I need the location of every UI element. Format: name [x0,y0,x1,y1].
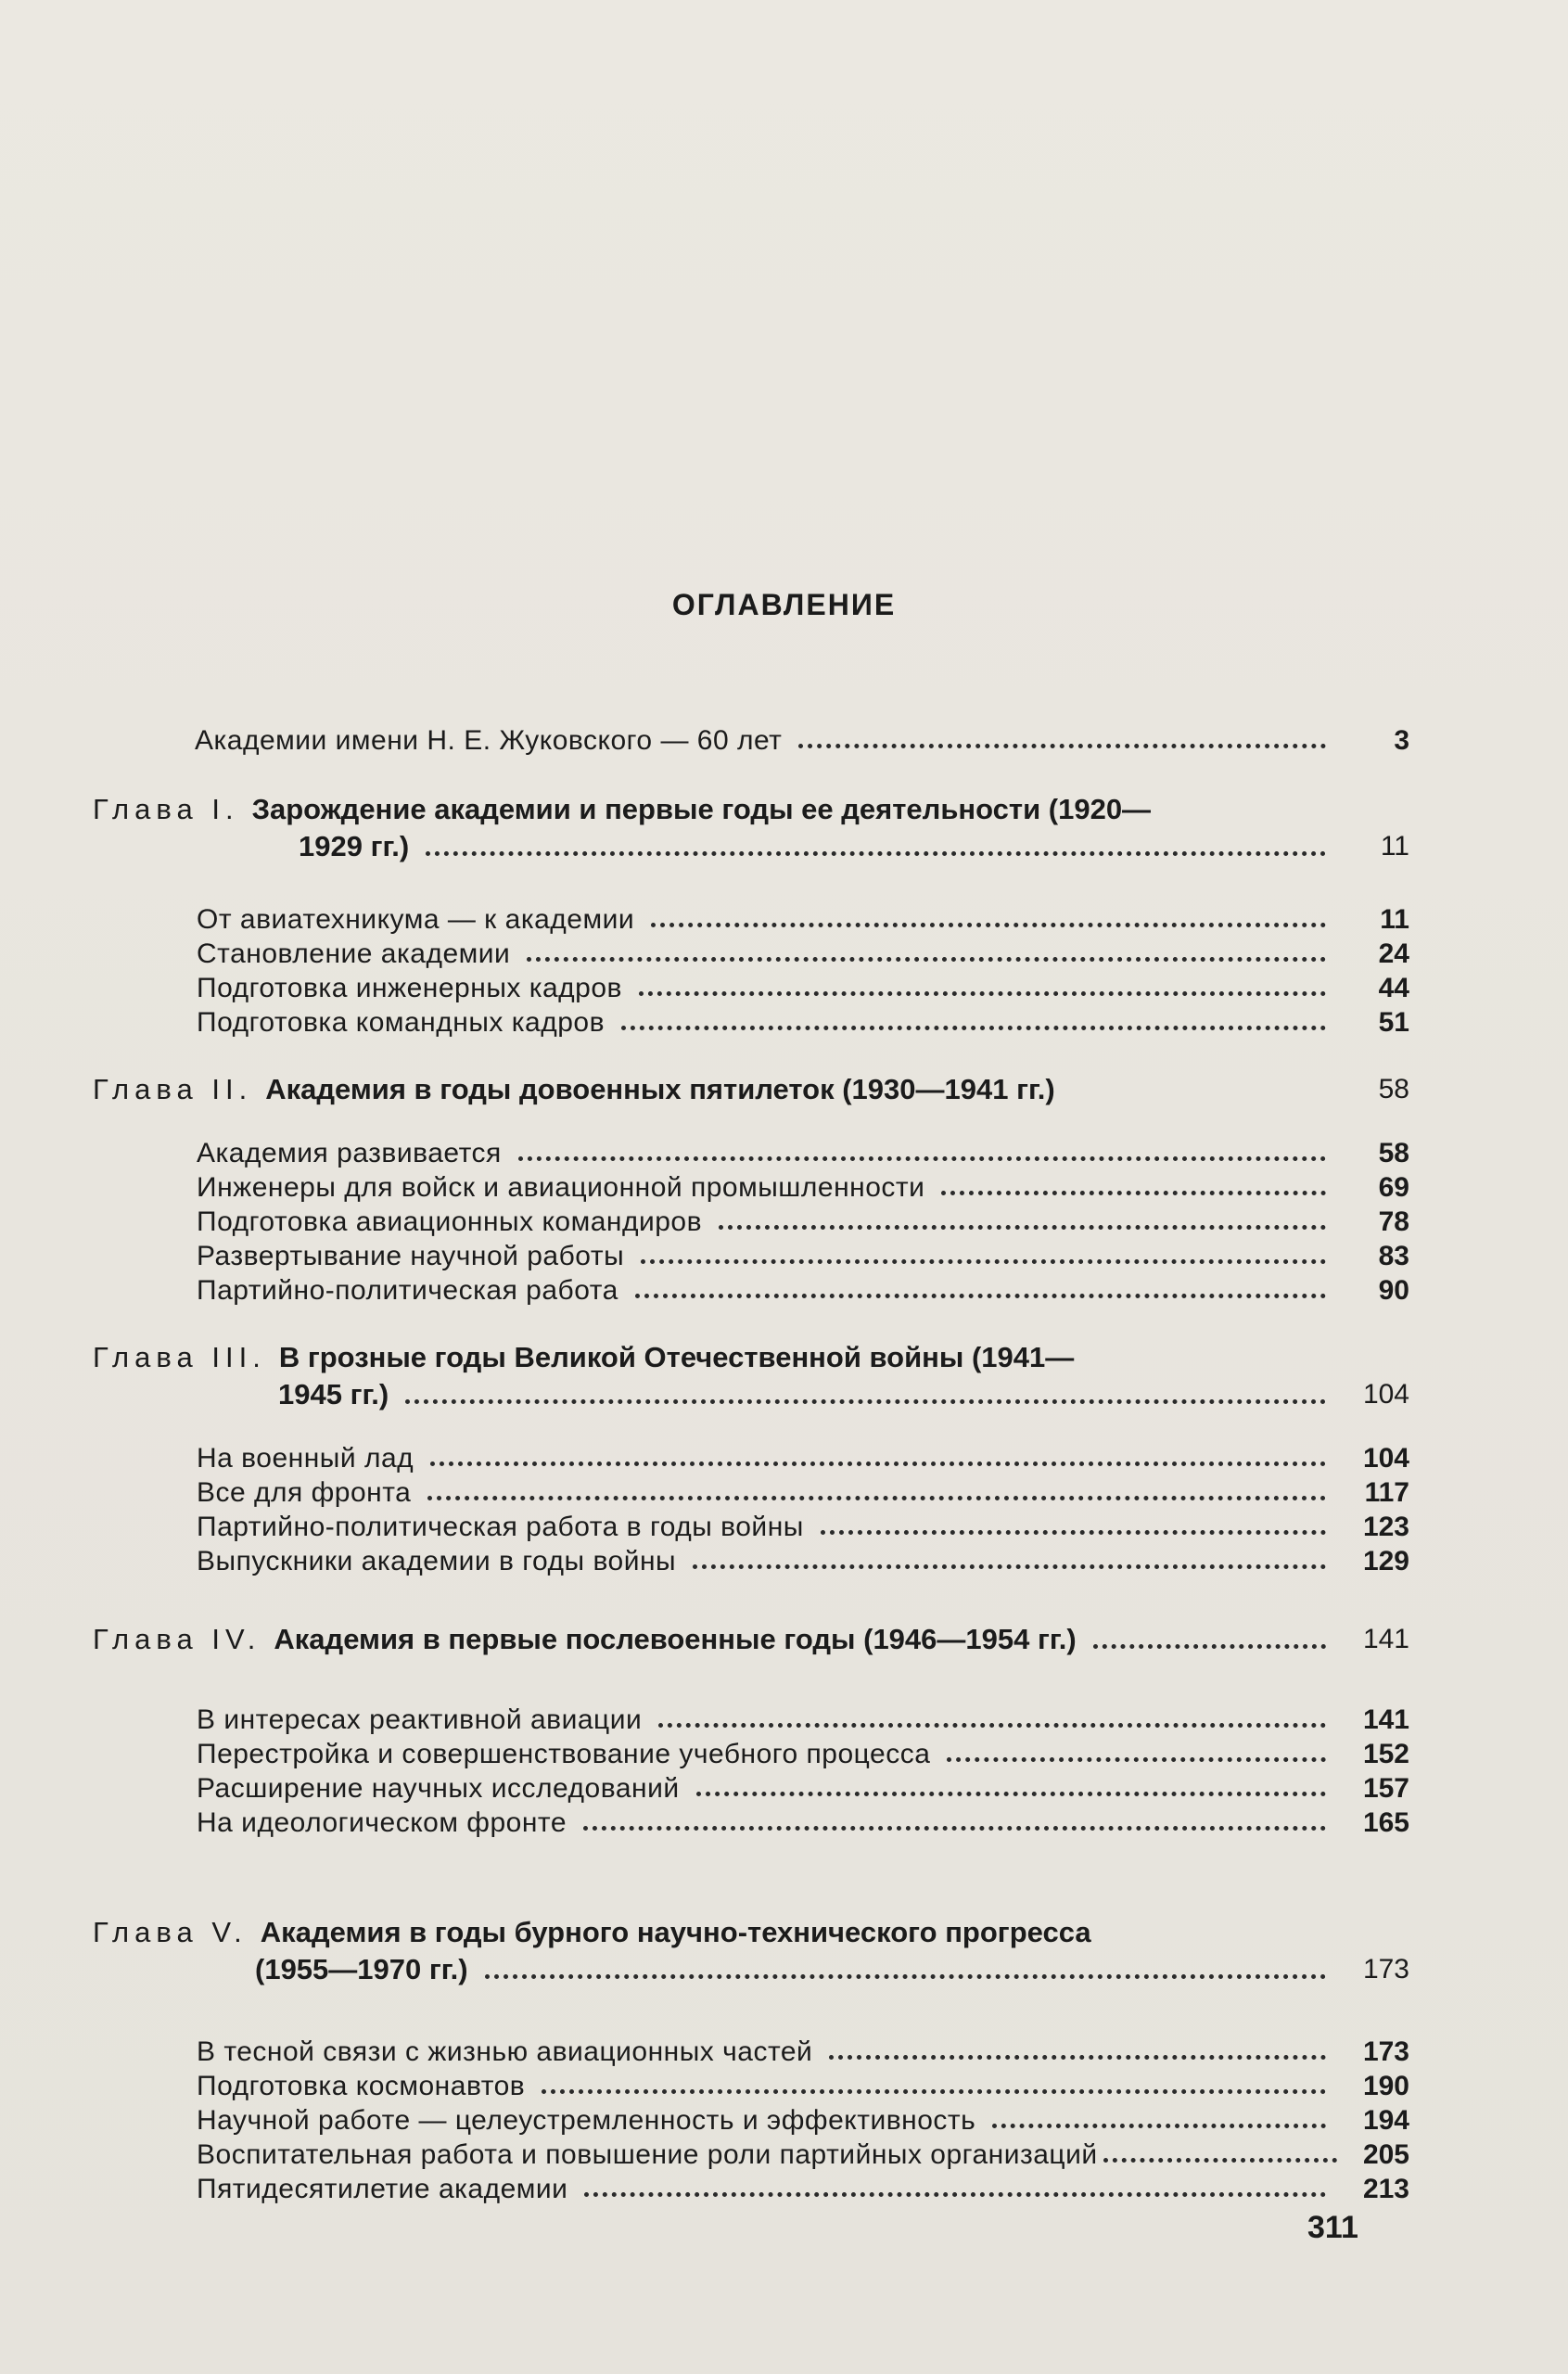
leader-dots [426,851,1326,856]
list-item: Подготовка космонавтов 190 [197,2071,1409,2101]
chapter-page: 58 [1378,1074,1409,1104]
chapter-heading [93,1071,1409,1108]
list-item: Расширение научных исследований 157 [197,1773,1409,1804]
list-item: В интересах реактивной авиации 141 [197,1704,1409,1735]
list-item: В тесной связи с жизнью авиационных частей 173 [197,2036,1409,2067]
chapter-label: Глава V. [93,1916,248,1948]
list-item: Партийно-политическая работа 90 [197,1275,1409,1306]
list-item: Инженеры для войск и авиационной промышленности 69 [197,1172,1409,1203]
intro-page: 3 [1394,725,1409,756]
leader-dots [405,1399,1326,1404]
list-item: Подготовка инженерных кадров 44 [197,973,1409,1003]
intro-entry [93,723,1409,758]
chapter-page: 104 [1362,1379,1409,1410]
list-item: От авиатехникума — к академии 11 [197,904,1409,935]
chapter-title: В грозные годы Великой Отечественной войны (1941— [278,1341,1075,1373]
chapter-label: Глава III. [93,1341,266,1373]
list-item: Партийно-политическая работа в годы войны 123 [197,1512,1409,1542]
list-item: Перестройка и совершенствование учебного процесса 152 [197,1739,1409,1769]
section-list [93,902,1409,1040]
chapter-title: Академия в годы бурного научно-технического прогресса [260,1916,1091,1948]
section-list [93,1136,1409,1308]
list-item: Научной работе — целеустремленность и эффективность 194 [197,2105,1409,2136]
list-item: Воспитательная работа и повышение роли партийных организаций 205 [197,2139,1409,2170]
list-item: Все для фронта 117 [197,1477,1409,1508]
list-item: Пятидесятилетие академии 213 [197,2174,1409,2204]
section-list [93,1703,1409,1840]
page-title: ОГЛАВЛЕНИЕ [671,588,897,621]
chapter-title-cont: 1945 гг.) [278,1378,389,1410]
chapter-heading [93,791,1409,865]
table-of-contents [93,723,1409,2206]
list-item: Подготовка командных кадров 51 [197,1007,1409,1038]
list-item: Развертывание научной работы 83 [197,1241,1409,1271]
list-item: Подготовка авиационных командиров 78 [197,1206,1409,1237]
leader-dots [1093,1644,1326,1649]
chapter-label: Глава II. [93,1073,253,1105]
page-number: 311 [1307,2210,1358,2245]
chapter-title-cont: 1929 гг.) [299,830,410,862]
intro-title: Академии имени Н. Е. Жуковского — 60 лет [195,725,783,756]
chapter-title: Академия в годы довоенных пятилеток (1930—1941 гг.) [265,1073,1055,1105]
list-item: Академия развивается 58 [197,1138,1409,1168]
list-item: Выпускники академии в годы войны 129 [197,1546,1409,1576]
chapter-body [93,791,1409,865]
chapter-label: Глава IV. [93,1623,261,1655]
chapter-title: Академия в первые послевоенные годы (1946—1954 гг.) [274,1623,1077,1655]
chapter-page: 141 [1362,1624,1409,1654]
chapter-heading [93,1339,1409,1413]
show-through-text [195,185,1307,371]
chapter-title-cont: (1955—1970 гг.) [255,1953,468,1985]
chapter-title: Зарождение академии и первые годы ее деятельности (1920— [251,793,1152,825]
chapter-page: 173 [1362,1954,1409,1985]
list-item: На военный лад 104 [197,1443,1409,1474]
list-item: На идеологическом фронте 165 [197,1807,1409,1838]
chapter-label: Глава I. [93,793,239,825]
leader-dots [798,744,1326,748]
list-item: Становление академии 24 [197,938,1409,969]
section-list [93,1441,1409,1578]
chapter-page: 11 [1380,831,1409,862]
chapter-heading [93,1914,1409,1988]
chapter-heading [93,1621,1409,1658]
leader-dots [485,1974,1326,1979]
section-list [93,2035,1409,2206]
